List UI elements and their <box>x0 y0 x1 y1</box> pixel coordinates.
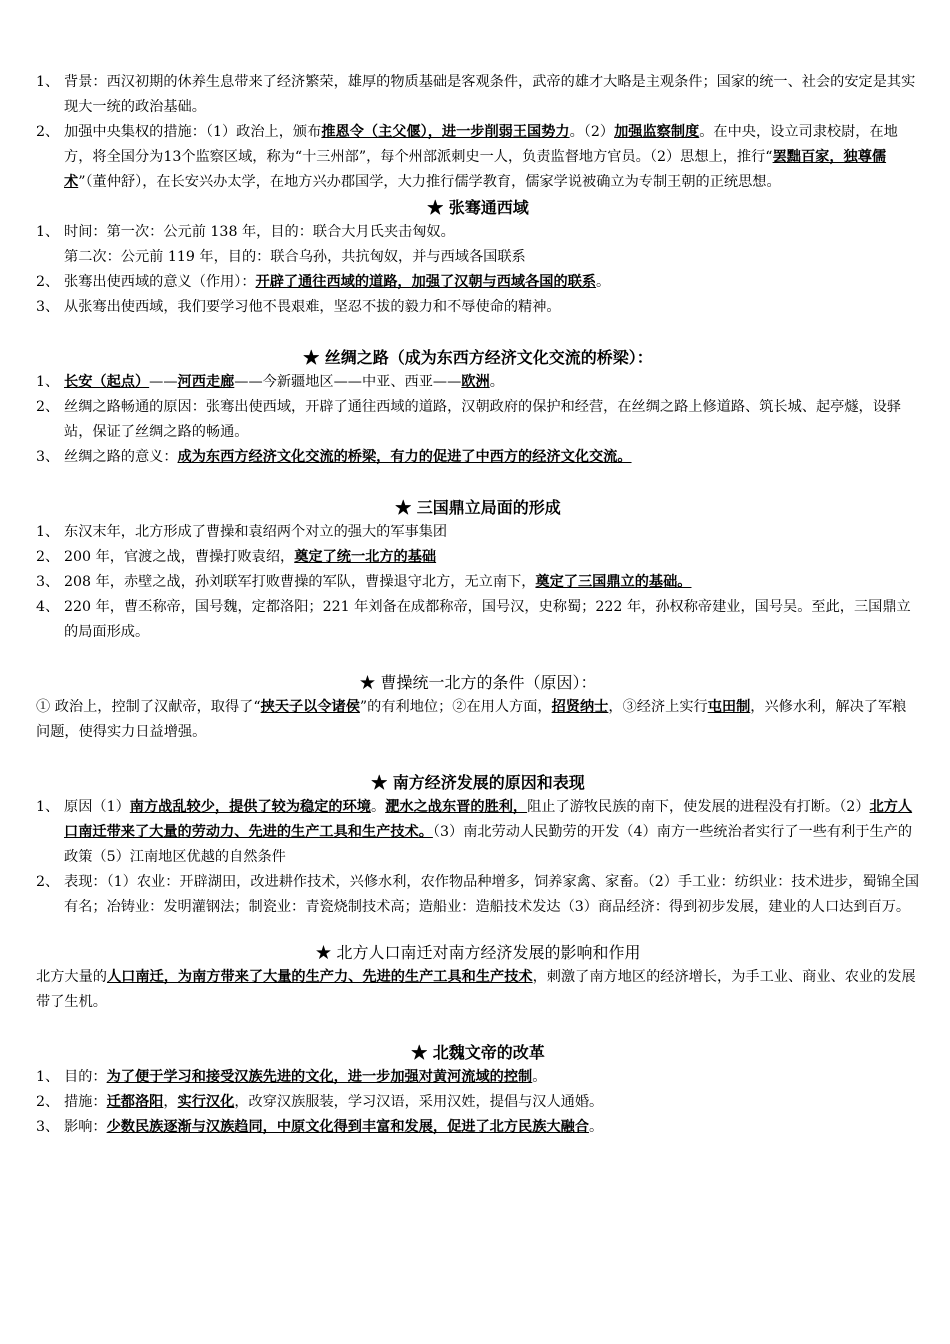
list-item <box>36 220 920 245</box>
emphasis-text: 推恩令（主父偃），进一步削弱王国势力 <box>321 124 570 140</box>
item-text <box>64 795 920 870</box>
emphasis-text: 人口南迁，为南方带来了大量的生产力、先进的生产工具和生产技术 <box>106 969 533 985</box>
paragraph-migration <box>36 965 920 1015</box>
item-text <box>64 370 920 395</box>
text-run: 。 <box>588 1119 604 1135</box>
list-item <box>36 395 920 445</box>
text-run: 北方大量的 <box>36 969 107 985</box>
text-run: 丝绸之路畅通的原因：张骞出使西域，开辟了通往西域的道路，汉朝政府的保护和经营，在丝绸之路上修道路、筑长城、起亭燧，设驿站，保证了丝绸之路的畅通。 <box>64 399 902 440</box>
emphasis-text: 成为东西方经济文化交流的桥梁，有力的促进了中西方的经济文化交流。 <box>177 449 632 465</box>
text-run: 220 年，曹丕称帝，国号魏，定都洛阳；221 年刘备在成都称帝，国号汉，史称蜀；222 年，孙权称帝建业，国号吴。至此，三国鼎立的局面形成。 <box>64 599 911 640</box>
list-item <box>36 445 920 470</box>
text-run: 时间：第一次：公元前 138 年，目的：联合大月氏夹击匈奴。 <box>64 224 455 240</box>
item-text <box>64 120 920 195</box>
list-item <box>36 570 920 595</box>
text-run: ，改穿汉族服装，学习汉语，采用汉姓，提倡与汉人通婚。 <box>234 1094 604 1110</box>
emphasis-text: 罢黜百家，独尊儒术 <box>64 149 887 190</box>
item-text <box>64 295 920 320</box>
item-number: 1、 <box>36 74 60 90</box>
emphasis-text: 长安（起点） <box>64 374 150 390</box>
text-run: 。（2） <box>569 124 615 140</box>
item-number: 3、 <box>36 1119 60 1135</box>
text-run: 阻止了游牧民族的南下，使发展的进程没有打断。（2） <box>527 799 870 815</box>
list-item <box>36 245 920 270</box>
item-number: 3、 <box>36 574 60 590</box>
text-run: 。 <box>370 799 386 815</box>
text-run: 。 <box>596 274 611 290</box>
heading-migration: ★ 北方人口南迁对南方经济发展的影响和作用 <box>315 943 641 962</box>
heading-zhangqian: ★ 张骞通西域 <box>427 198 529 217</box>
text-run: 张骞出使西域的意义（作用）： <box>64 274 256 290</box>
list-item <box>36 795 920 870</box>
document-page <box>36 70 920 1140</box>
text-run: 。 <box>532 1069 547 1085</box>
emphasis-text: 为了便于学习和接受汉族先进的文化，进一步加强对黄河流域的控制 <box>106 1069 533 1085</box>
text-run: 丝绸之路的意义： <box>64 449 178 465</box>
item-text <box>64 520 920 545</box>
text-run: ① 政治上，控制了汉献帝，取得了“ <box>36 699 261 715</box>
section-south-economy <box>36 795 920 920</box>
item-text <box>64 220 920 245</box>
emphasis-text: 奠定了三国鼎立的基础。 <box>535 574 692 590</box>
section-zhangqian <box>36 220 920 320</box>
section-three-kingdoms <box>36 520 920 645</box>
text-run: 表现：（1）农业：开辟湖田，改进耕作技术，兴修水利，农作物品种增多，饲养家禽、家畜。（2）手工业：纺织业：技术进步，蜀锦全国有名；冶铸业：发明灌钢法；制瓷业：青瓷烧制技术高；造船业：造船技术发达（3）商品经济：得到初步发展，建业的人口达到百万。 <box>64 874 920 915</box>
text-run: ， <box>163 1094 178 1110</box>
text-run: 。 <box>489 374 504 390</box>
text-run: 东汉末年，北方形成了曹操和袁绍两个对立的强大的军事集团 <box>64 524 448 540</box>
item-text <box>64 1115 920 1140</box>
item-number: 1、 <box>36 799 60 815</box>
emphasis-text: 迁都洛阳 <box>106 1094 164 1110</box>
item-text <box>64 1065 920 1090</box>
list-item <box>36 520 920 545</box>
item-text <box>64 70 920 120</box>
section-han-wudi <box>36 70 920 195</box>
emphasis-text: 欧洲 <box>461 374 490 390</box>
item-text <box>64 595 920 645</box>
emphasis-text: 加强监察制度 <box>614 124 700 140</box>
list-item <box>36 120 920 195</box>
text-run: 第二次：公元前 119 年，目的：联合乌孙，共抗匈奴，并与西域各国联系 <box>64 249 526 265</box>
emphasis-text: 南方战乱较少，提供了较为稳定的环境 <box>129 799 371 815</box>
emphasis-text: 河西走廊 <box>177 374 235 390</box>
text-run: 目的： <box>64 1069 107 1085</box>
text-run: ，兴修水利，解决了军粮问题，使得实力日益增强。 <box>36 699 907 740</box>
item-number: 2、 <box>36 549 60 565</box>
emphasis-text: 开辟了通往西域的道路，加强了汉朝与西域各国的联系 <box>255 274 597 290</box>
section-silk-road <box>36 370 920 470</box>
section-northern-wei <box>36 1065 920 1140</box>
list-item <box>36 870 920 920</box>
item-number: 2、 <box>36 274 60 290</box>
item-text <box>64 445 920 470</box>
text-run: 背景：西汉初期的休养生息带来了经济繁荣，雄厚的物质基础是客观条件，武帝的雄才大略是主观条件；国家的统一、社会的安定是其实现大一统的政治基础。 <box>64 74 916 115</box>
item-number: 1、 <box>36 1069 60 1085</box>
heading-three-kingdoms: ★ 三国鼎立局面的形成 <box>395 498 561 517</box>
item-number: 3、 <box>36 449 60 465</box>
list-item <box>36 370 920 395</box>
item-number: 3、 <box>36 299 60 315</box>
list-item <box>36 595 920 645</box>
emphasis-text: 北方人口南迁带来了大量的劳动力、先进的生产工具和生产技术。 <box>64 799 913 840</box>
item-number: 1、 <box>36 524 60 540</box>
emphasis-text: 招贤纳士 <box>551 699 609 715</box>
item-text <box>64 870 920 920</box>
emphasis-text: 淝水之战东晋的胜利， <box>385 799 528 815</box>
item-text <box>64 395 920 445</box>
text-run: 原因（1） <box>64 799 130 815</box>
list-item <box>36 1090 920 1115</box>
item-number: 1、 <box>36 224 60 240</box>
heading-northern-wei: ★ 北魏文帝的改革 <box>411 1043 545 1062</box>
text-run: ——今新疆地区——中亚、西亚—— <box>234 374 462 390</box>
list-item <box>36 1115 920 1140</box>
list-item <box>36 545 920 570</box>
emphasis-text: 挟天子以令诸侯 <box>260 699 360 715</box>
list-item <box>36 1065 920 1090</box>
item-number: 1、 <box>36 374 60 390</box>
text-run: 。在中央，设立司隶校尉，在地方，将全国分为13个监察区域，称为“十三州部”，每个州部派刺史一人，负责监督地方官员。（2）思想上，推行“ <box>64 124 898 165</box>
text-run: ”（董仲舒），在长安兴办太学，在地方兴办郡国学，大力推行儒学教育，儒家学说被确立为专制王朝的正统思想。 <box>78 174 781 190</box>
heading-silk-road: ★ 丝绸之路（成为东西方经济文化交流的桥梁）： <box>303 348 653 367</box>
item-text <box>64 1090 920 1115</box>
text-run: ”的有利地位；②在用人方面， <box>359 699 552 715</box>
text-run: 208 年，赤壁之战，孙刘联军打败曹操的军队，曹操退守北方，无立南下， <box>64 574 536 590</box>
heading-south-economy: ★ 南方经济发展的原因和表现 <box>371 773 585 792</box>
item-text <box>64 570 920 595</box>
item-number: 4、 <box>36 599 60 615</box>
text-run: 措施： <box>64 1094 107 1110</box>
text-run: —— <box>149 374 178 390</box>
text-run: （3）南北劳动人民勤劳的开发（4）南方一些统治者实行了一些有利于生产的政策（5）江南地区优越的自然条件 <box>64 824 913 865</box>
emphasis-text: 少数民族逐渐与汉族趋同，中原文化得到丰富和发展，促进了北方民族大融合 <box>106 1119 589 1135</box>
item-text <box>64 545 920 570</box>
emphasis-text: 屯田制 <box>707 699 751 715</box>
item-text <box>64 270 920 295</box>
text-run: ，③经济上实行 <box>608 699 708 715</box>
item-number: 2、 <box>36 874 60 890</box>
text-run: 200 年，官渡之战，曹操打败袁绍， <box>64 549 295 565</box>
heading-caocao: ★ 曹操统一北方的条件（原因）： <box>359 673 597 692</box>
paragraph-caocao <box>36 695 920 745</box>
emphasis-text: 实行汉化 <box>177 1094 235 1110</box>
item-text <box>64 245 920 270</box>
item-number: 2、 <box>36 399 60 415</box>
text-run: 从张骞出使西域，我们要学习他不畏艰难，坚忍不拔的毅力和不辱使命的精神。 <box>64 299 561 315</box>
text-run: ，刺激了南方地区的经济增长，为手工业、商业、农业的发展带了生机。 <box>36 969 916 1010</box>
text-run: 影响： <box>64 1119 107 1135</box>
list-item <box>36 270 920 295</box>
list-item <box>36 295 920 320</box>
item-number: 2、 <box>36 124 60 140</box>
list-item <box>36 70 920 120</box>
text-run: 加强中央集权的措施：（1）政治上，颁布 <box>64 124 322 140</box>
emphasis-text: 奠定了统一北方的基础 <box>294 549 437 565</box>
item-number: 2、 <box>36 1094 60 1110</box>
